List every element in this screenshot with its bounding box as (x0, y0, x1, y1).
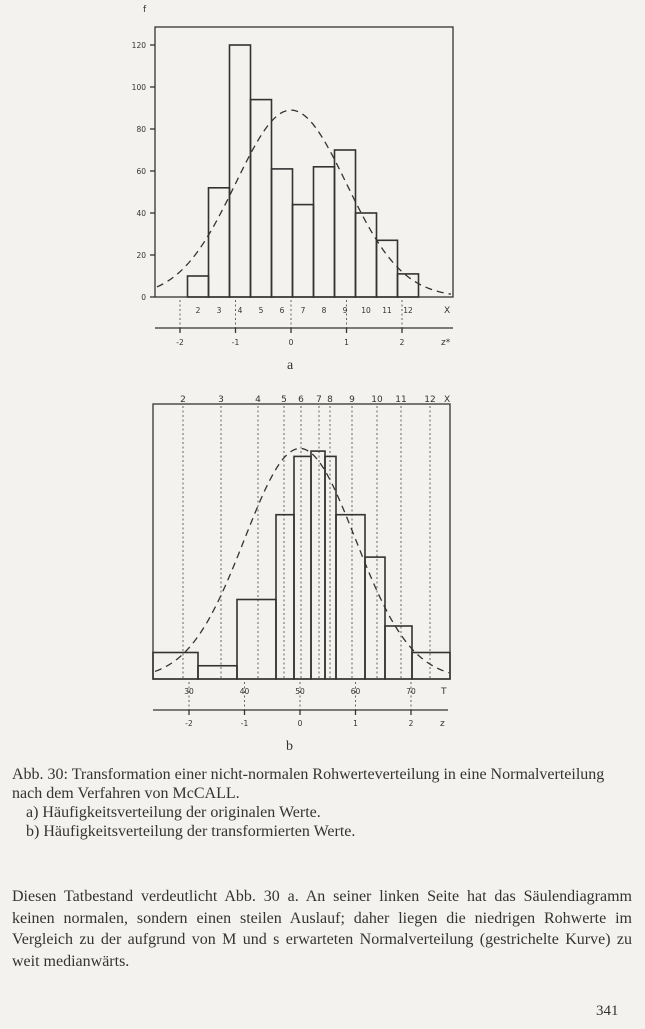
panel-b-x-tick-3: 3 (218, 395, 224, 405)
panel-b-bar-6 (311, 451, 325, 679)
panel-b-z-ticks (185, 710, 413, 728)
panel-a-bar-11 (377, 240, 398, 297)
panel-b-x-ticks (180, 395, 436, 679)
panel-b-bar-3 (237, 600, 276, 680)
panel-a-z-tick-0: 0 (288, 338, 294, 347)
caption-item-b: b) Häufigkeitsverteilung der transformierten Werte. (26, 823, 356, 840)
panel-b-bar-9 (365, 557, 385, 679)
panel-a-bar-4 (230, 45, 251, 297)
panel-a-y-ticks (132, 41, 155, 302)
panel-b-bars (153, 451, 450, 679)
panel-a-z-tick--1: -1 (231, 338, 240, 347)
panel-b-t-tick-70: 70 (406, 687, 416, 696)
panel-b-chart (153, 395, 450, 754)
panel-a-x-tick-3: 3 (216, 306, 222, 315)
panel-b-xlabel: X (444, 395, 451, 405)
panel-a-x-tick-6: 6 (279, 306, 285, 315)
panel-a-x-tick-7: 7 (300, 306, 306, 315)
panel-b-zlabel: z (440, 719, 445, 729)
panel-b-x-tick-11: 11 (395, 395, 407, 405)
panel-b-t-ticks (184, 687, 416, 696)
panel-a-y-tick-label: 20 (136, 251, 146, 260)
figure-caption (12, 765, 634, 841)
panel-a-zlabel: z* (441, 338, 451, 348)
panel-a-frame (155, 27, 453, 297)
panel-a-y-tick-label: 60 (136, 167, 146, 176)
panel-b-z-tick-0: 0 (297, 719, 303, 728)
panel-b-bar-8 (336, 515, 365, 679)
panel-a-xlabel: X (444, 306, 451, 316)
panel-a-bar-5 (251, 100, 272, 297)
panel-b-tlabel: T (441, 687, 447, 697)
panel-b-t-tick-40: 40 (239, 687, 250, 696)
panel-a-bars (188, 45, 419, 297)
panel-a-z-tick--2: -2 (176, 338, 184, 347)
panel-a-bar-8 (314, 167, 335, 297)
panel-b-z-tick-2: 2 (408, 719, 414, 728)
page-number: 341 (596, 1003, 619, 1019)
panel-b-x-tick-2: 2 (180, 395, 186, 405)
panel-b-bar-11 (412, 653, 450, 680)
panel-a-x-tick-11: 11 (382, 306, 392, 315)
panel-b-x-tick-6: 6 (298, 395, 304, 405)
panel-b-label: b (286, 739, 293, 754)
panel-a-bar-6 (272, 169, 293, 297)
panel-b-bar-2 (198, 666, 237, 679)
panel-a-bar-10 (356, 213, 377, 297)
panel-a-x-tick-2: 2 (195, 306, 201, 315)
panel-b-x-tick-8: 8 (327, 395, 333, 405)
body-paragraph: Diesen Tatbestand verdeutlicht Abb. 30 a. An seiner linken Seite hat das Säulendiagramm keinen normalen, sondern einen steilen Auslauf; daher liegen die niedrigen Rohwerte im Vergleich zu der aufgrund von M und s erwarteten Normalverteilung (gestrichelte Kurve) zu weit medianwärts. (12, 888, 632, 970)
panel-a-x-tick-5: 5 (258, 306, 264, 315)
caption-item-a: a) Häufigkeitsverteilung der originalen Werte. (26, 804, 321, 821)
caption-title: Abb. 30: Transformation einer nicht-normalen Rohwerteverteilung in eine Normalverteilung nach dem Verfahren von McCALL. (12, 766, 605, 802)
panel-a-bar-2 (188, 276, 209, 297)
panel-b-normal-curve (155, 449, 449, 673)
panel-a-label: a (287, 358, 294, 373)
panel-a-z-tick-2: 2 (399, 338, 405, 347)
panel-a-bar-7 (293, 205, 314, 297)
panel-b-z-tick--2: -2 (185, 719, 193, 728)
panel-a-z-ticks (176, 328, 404, 347)
panel-b-t-tick-30: 30 (184, 687, 194, 696)
panel-b-bar-4 (276, 515, 294, 679)
panel-b-x-tick-10: 10 (371, 395, 383, 405)
panel-a-y-tick-label: 80 (136, 125, 146, 134)
panel-a-x-tick-4: 4 (237, 306, 243, 315)
panel-b-z-tick-1: 1 (353, 719, 358, 728)
panel-b-t-tick-60: 60 (350, 687, 361, 696)
panel-a-y-tick-label: 0 (141, 293, 146, 302)
panel-b-x-tick-5: 5 (281, 395, 287, 405)
panel-b-bar-5 (294, 456, 311, 679)
panel-a-x-ticks (196, 306, 413, 315)
panel-a-chart (132, 5, 453, 373)
panel-a-y-tick-label: 100 (131, 83, 146, 92)
panel-a-ylabel: f (143, 5, 147, 15)
panel-a-z-tick-1: 1 (344, 338, 349, 347)
panel-a-y-tick-label: 120 (131, 41, 146, 50)
panel-b-x-tick-4: 4 (255, 395, 261, 405)
panel-a-x-tick-12: 12 (403, 306, 413, 315)
panel-b-x-tick-9: 9 (349, 395, 355, 405)
panel-a-bar-3 (209, 188, 230, 297)
panel-a-bar-9 (335, 150, 356, 297)
panel-a-x-tick-9: 9 (342, 306, 348, 315)
panel-b-bar-1 (153, 653, 198, 680)
panel-b-t-tick-50: 50 (295, 687, 305, 696)
panel-b-x-tick-7: 7 (316, 395, 322, 405)
panel-a-normal-curve (157, 110, 451, 294)
panel-b-z-tick--1: -1 (240, 719, 249, 728)
panel-b-bar-10 (385, 626, 412, 679)
panel-b-frame (153, 404, 450, 679)
panel-a-y-tick-label: 40 (136, 209, 146, 218)
panel-a-x-tick-8: 8 (321, 306, 327, 315)
panel-a-x-tick-10: 10 (361, 306, 371, 315)
panel-b-x-tick-12: 12 (424, 395, 436, 405)
